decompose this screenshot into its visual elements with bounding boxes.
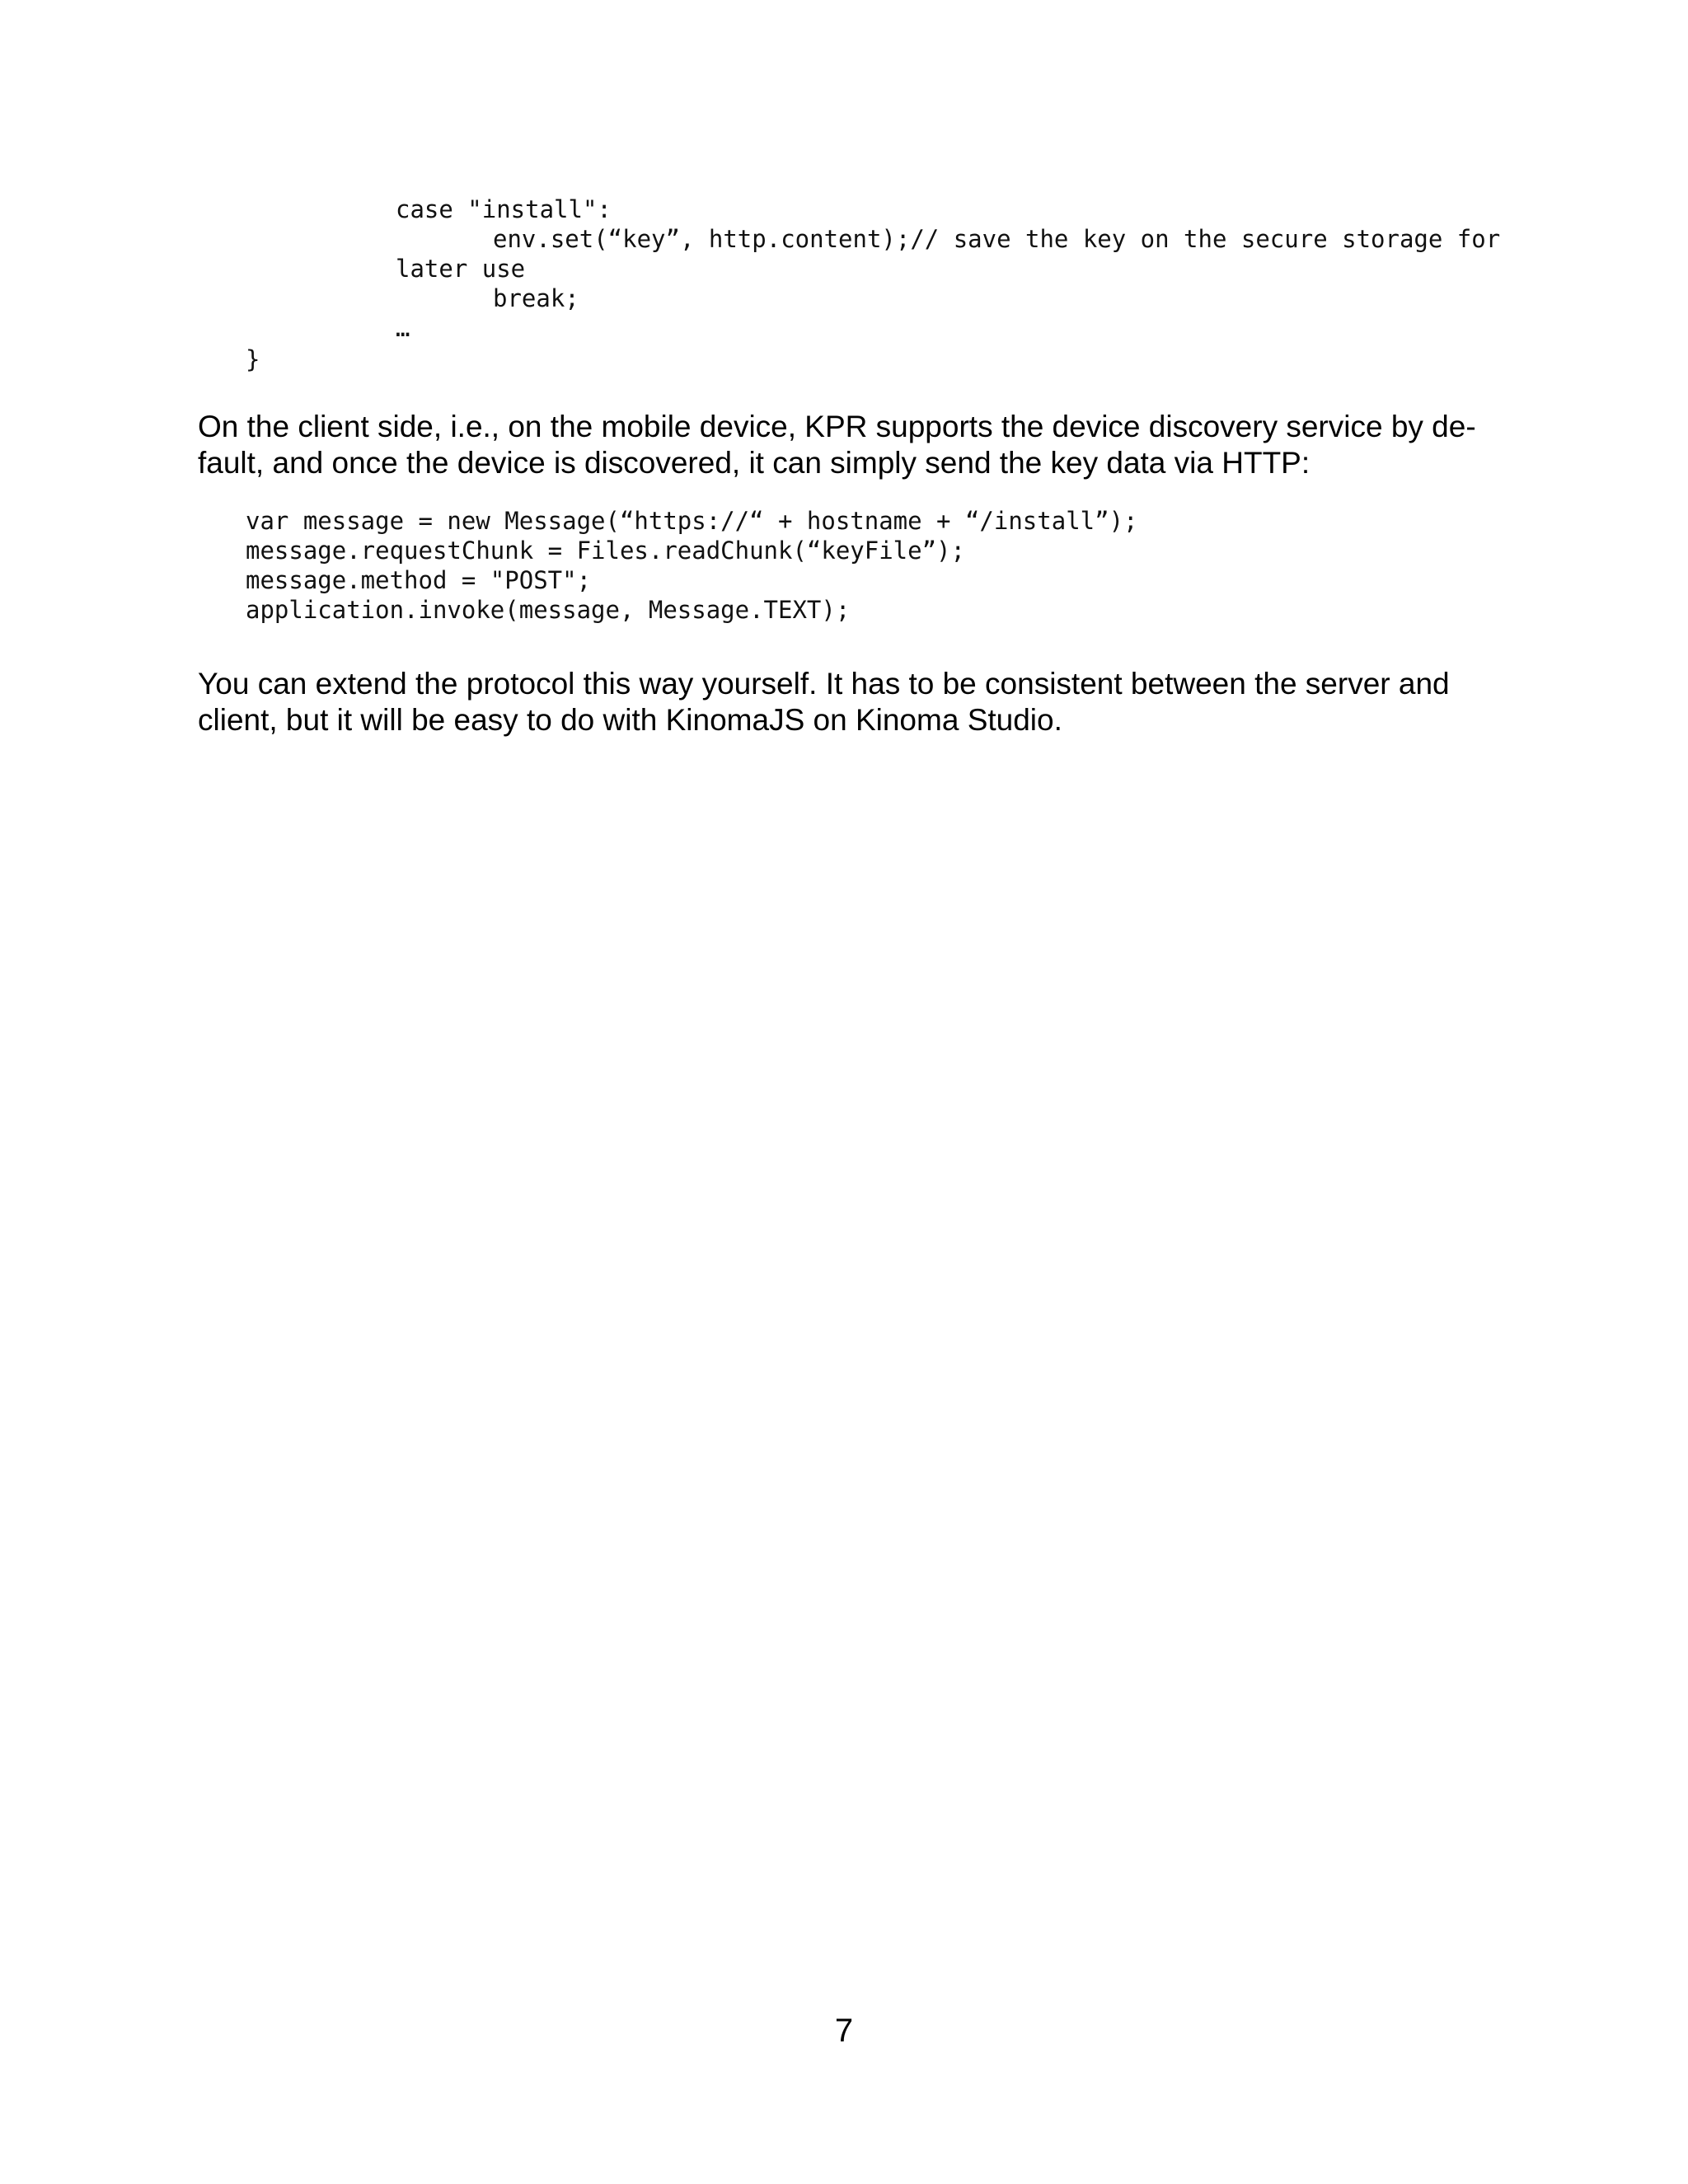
code-line: application.invoke(message, Message.TEXT); bbox=[246, 596, 851, 624]
paragraph-line: On the client side, i.e., on the mobile device, KPR supports the device discovery service by de- bbox=[198, 410, 1476, 443]
code-line: message.method = "POST"; bbox=[246, 566, 592, 594]
code-line: case "install": bbox=[396, 195, 612, 223]
code-line: … bbox=[396, 314, 410, 342]
code-line: later use bbox=[396, 255, 526, 283]
paragraph-line: fault, and once the device is discovered, it can simply send the key data via HTTP: bbox=[198, 446, 1311, 480]
code-line: var message = new Message(“https://“ + hostname + “/install”); bbox=[246, 507, 1138, 535]
code-line: message.requestChunk = Files.readChunk(“keyFile”); bbox=[246, 537, 965, 565]
code-line: } bbox=[246, 345, 260, 373]
paragraph-line: You can extend the protocol this way yourself. It has to be consistent between the server and bbox=[198, 667, 1450, 701]
page-number: 7 bbox=[834, 2013, 854, 2049]
code-line: env.set(“key”, http.content);// save the key on the secure storage for bbox=[493, 225, 1501, 253]
code-line: break; bbox=[493, 284, 579, 312]
paragraph-line: client, but it will be easy to do with KinomaJS on Kinoma Studio. bbox=[198, 703, 1062, 737]
